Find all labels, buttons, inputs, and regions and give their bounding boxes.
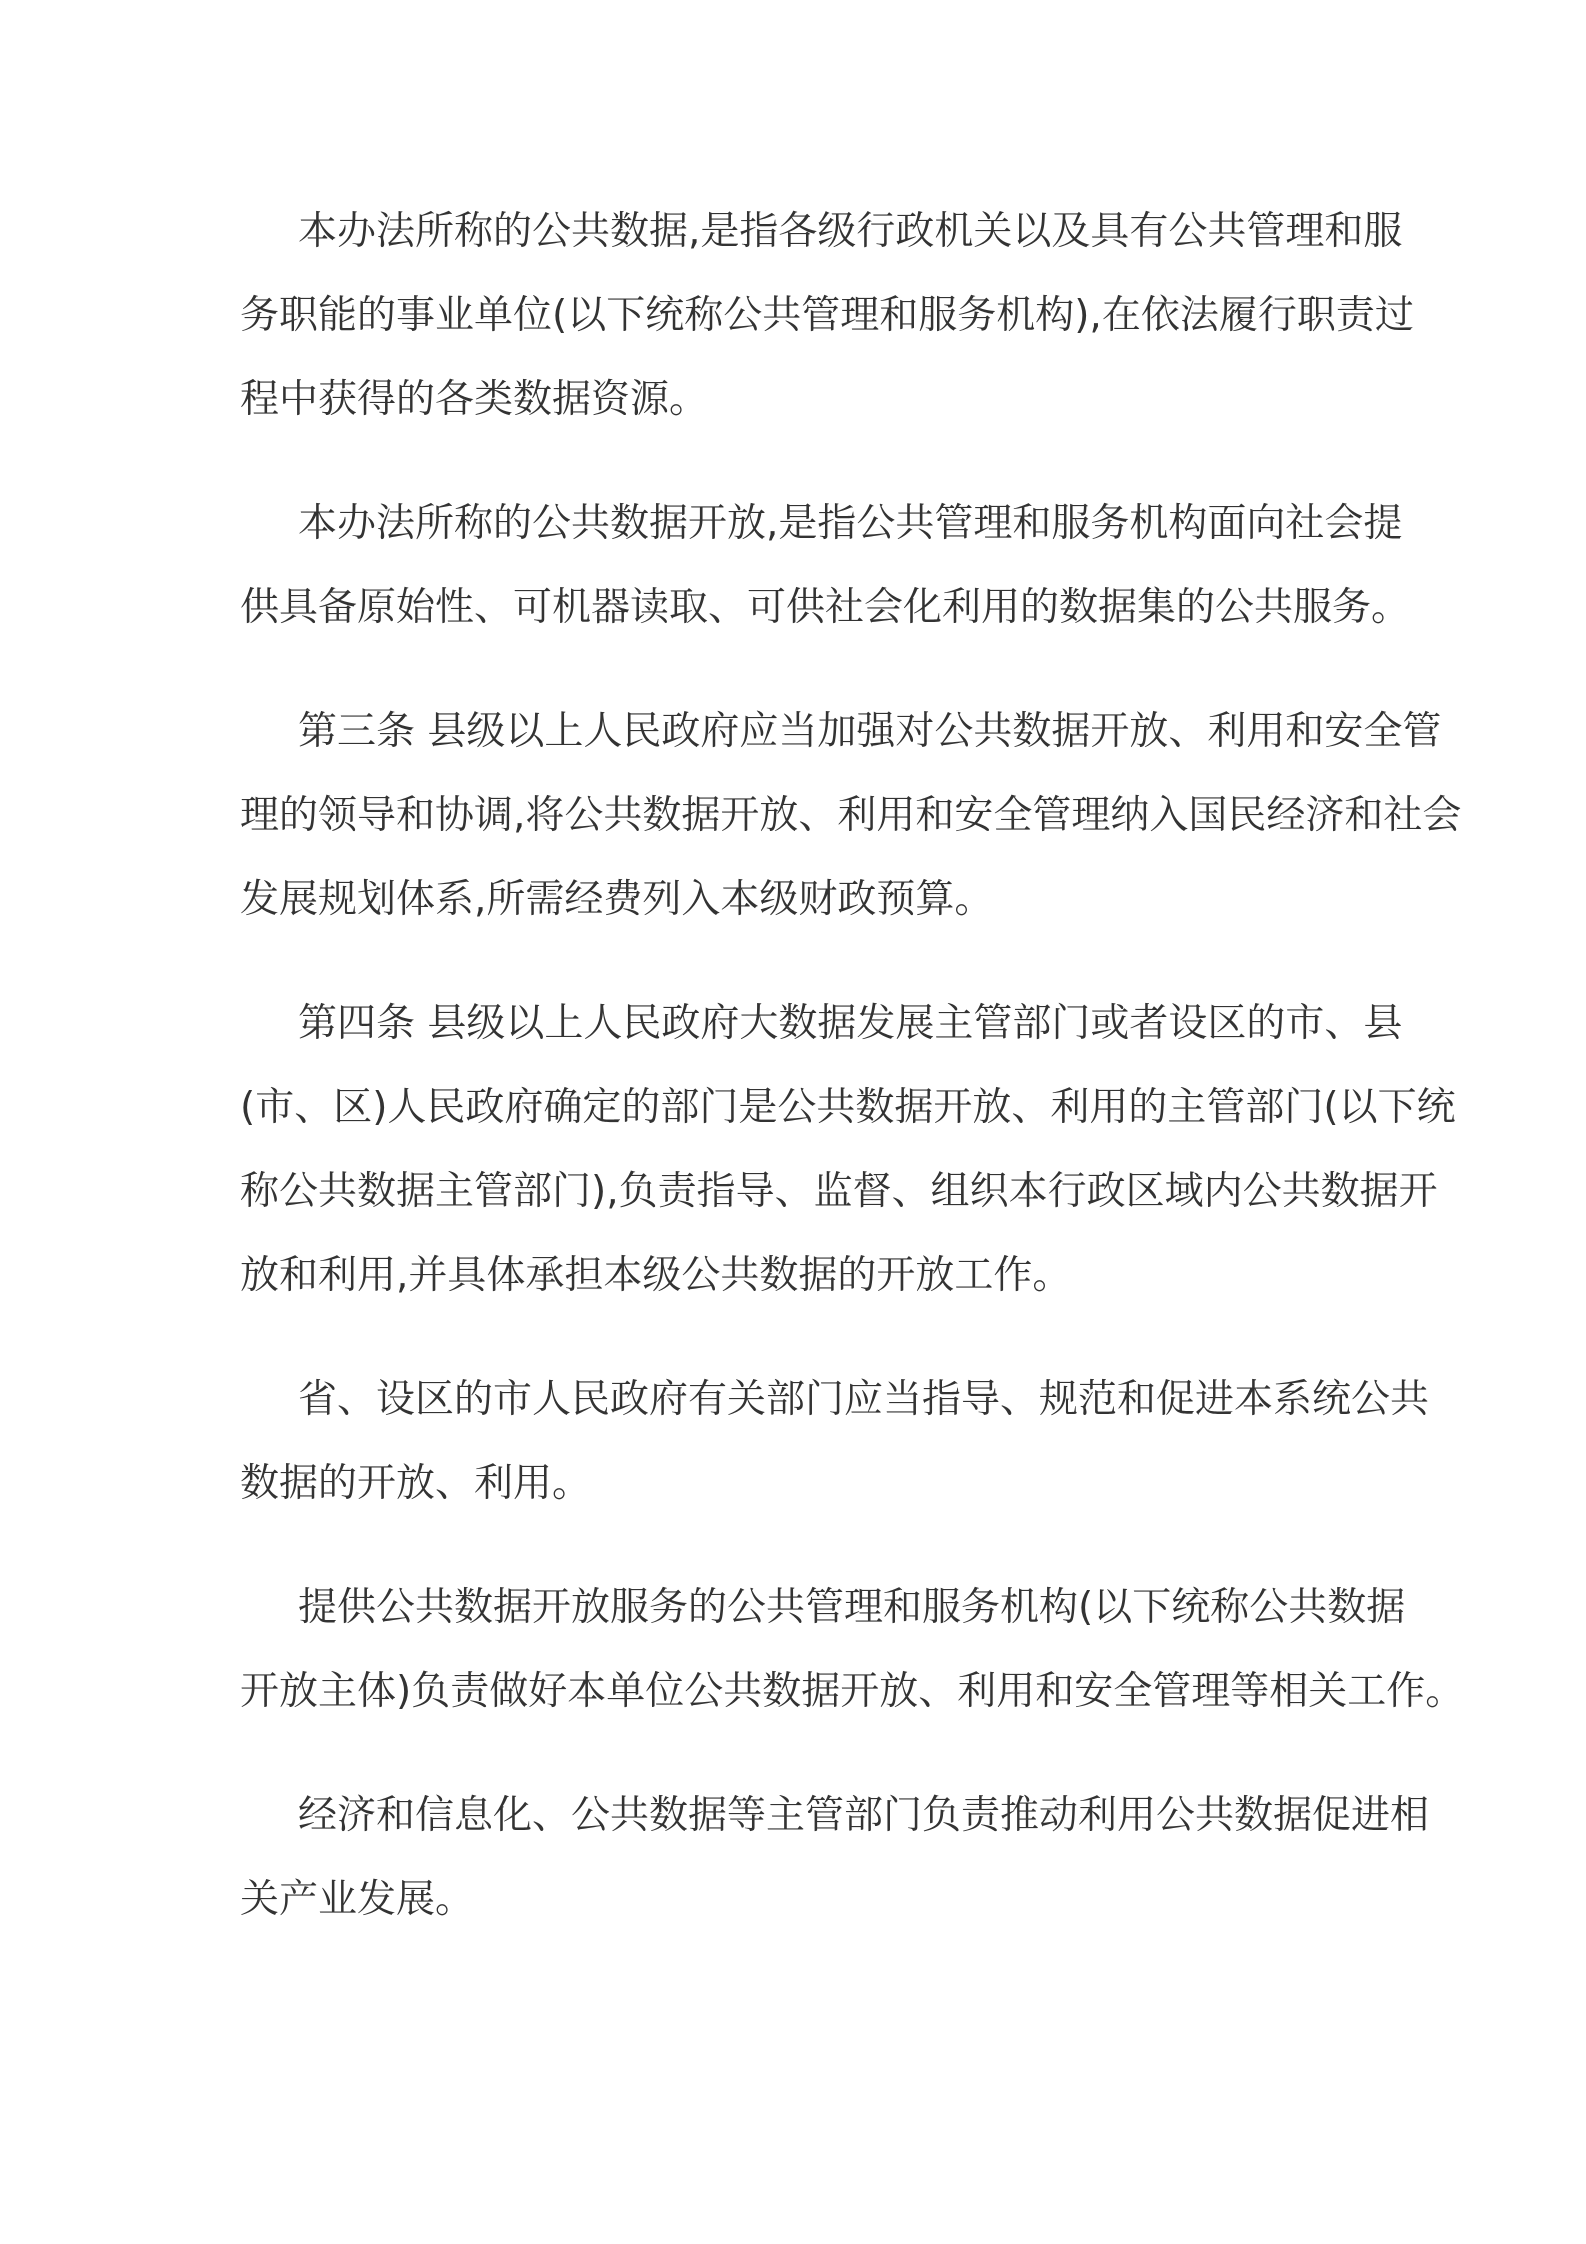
paragraph: [240, 982, 1456, 1318]
paragraph: [240, 1358, 1430, 1526]
paragraph: [240, 190, 1414, 442]
text-line: 放和利用,并具体承担本级公共数据的开放工作。: [240, 1253, 1072, 1298]
text-line: 提供公共数据开放服务的公共管理和服务机构(以下统称公共数据: [298, 1585, 1406, 1630]
text-line: 本办法所称的公共数据开放,是指公共管理和服务机构面向社会提: [298, 501, 1403, 546]
text-line: 务职能的事业单位(以下统称公共管理和服务机构),在依法履行职责过: [240, 293, 1414, 338]
text-line: 程中获得的各类数据资源。: [240, 377, 709, 422]
text-line: 省、设区的市人民政府有关部门应当指导、规范和促进本系统公共: [298, 1377, 1430, 1422]
text-line: 发展规划体系,所需经费列入本级财政预算。: [240, 877, 994, 922]
paragraph: [240, 1566, 1465, 1734]
document-page: [240, 190, 1465, 1982]
paragraph: [240, 690, 1462, 942]
paragraph: [240, 1774, 1430, 1942]
text-line: 第三条 县级以上人民政府应当加强对公共数据开放、利用和安全管: [298, 709, 1442, 754]
text-line: 本办法所称的公共数据,是指各级行政机关以及具有公共管理和服: [298, 209, 1403, 254]
text-line: 开放主体)负责做好本单位公共数据开放、利用和安全管理等相关工作。: [240, 1669, 1465, 1714]
text-line: (市、区)人民政府确定的部门是公共数据开放、利用的主管部门(以下统: [240, 1085, 1456, 1130]
text-line: 第四条 县级以上人民政府大数据发展主管部门或者设区的市、县: [298, 1001, 1403, 1046]
text-line: 关产业发展。: [240, 1877, 475, 1922]
text-line: 供具备原始性、可机器读取、可供社会化利用的数据集的公共服务。: [240, 585, 1411, 630]
text-line: 数据的开放、利用。: [240, 1461, 592, 1506]
text-line: 理的领导和协调,将公共数据开放、利用和安全管理纳入国民经济和社会: [240, 793, 1462, 838]
paragraph: [240, 482, 1411, 650]
text-line: 经济和信息化、公共数据等主管部门负责推动利用公共数据促进相: [298, 1793, 1430, 1838]
text-line: 称公共数据主管部门),负责指导、监督、组织本行政区域内公共数据开: [240, 1169, 1438, 1214]
